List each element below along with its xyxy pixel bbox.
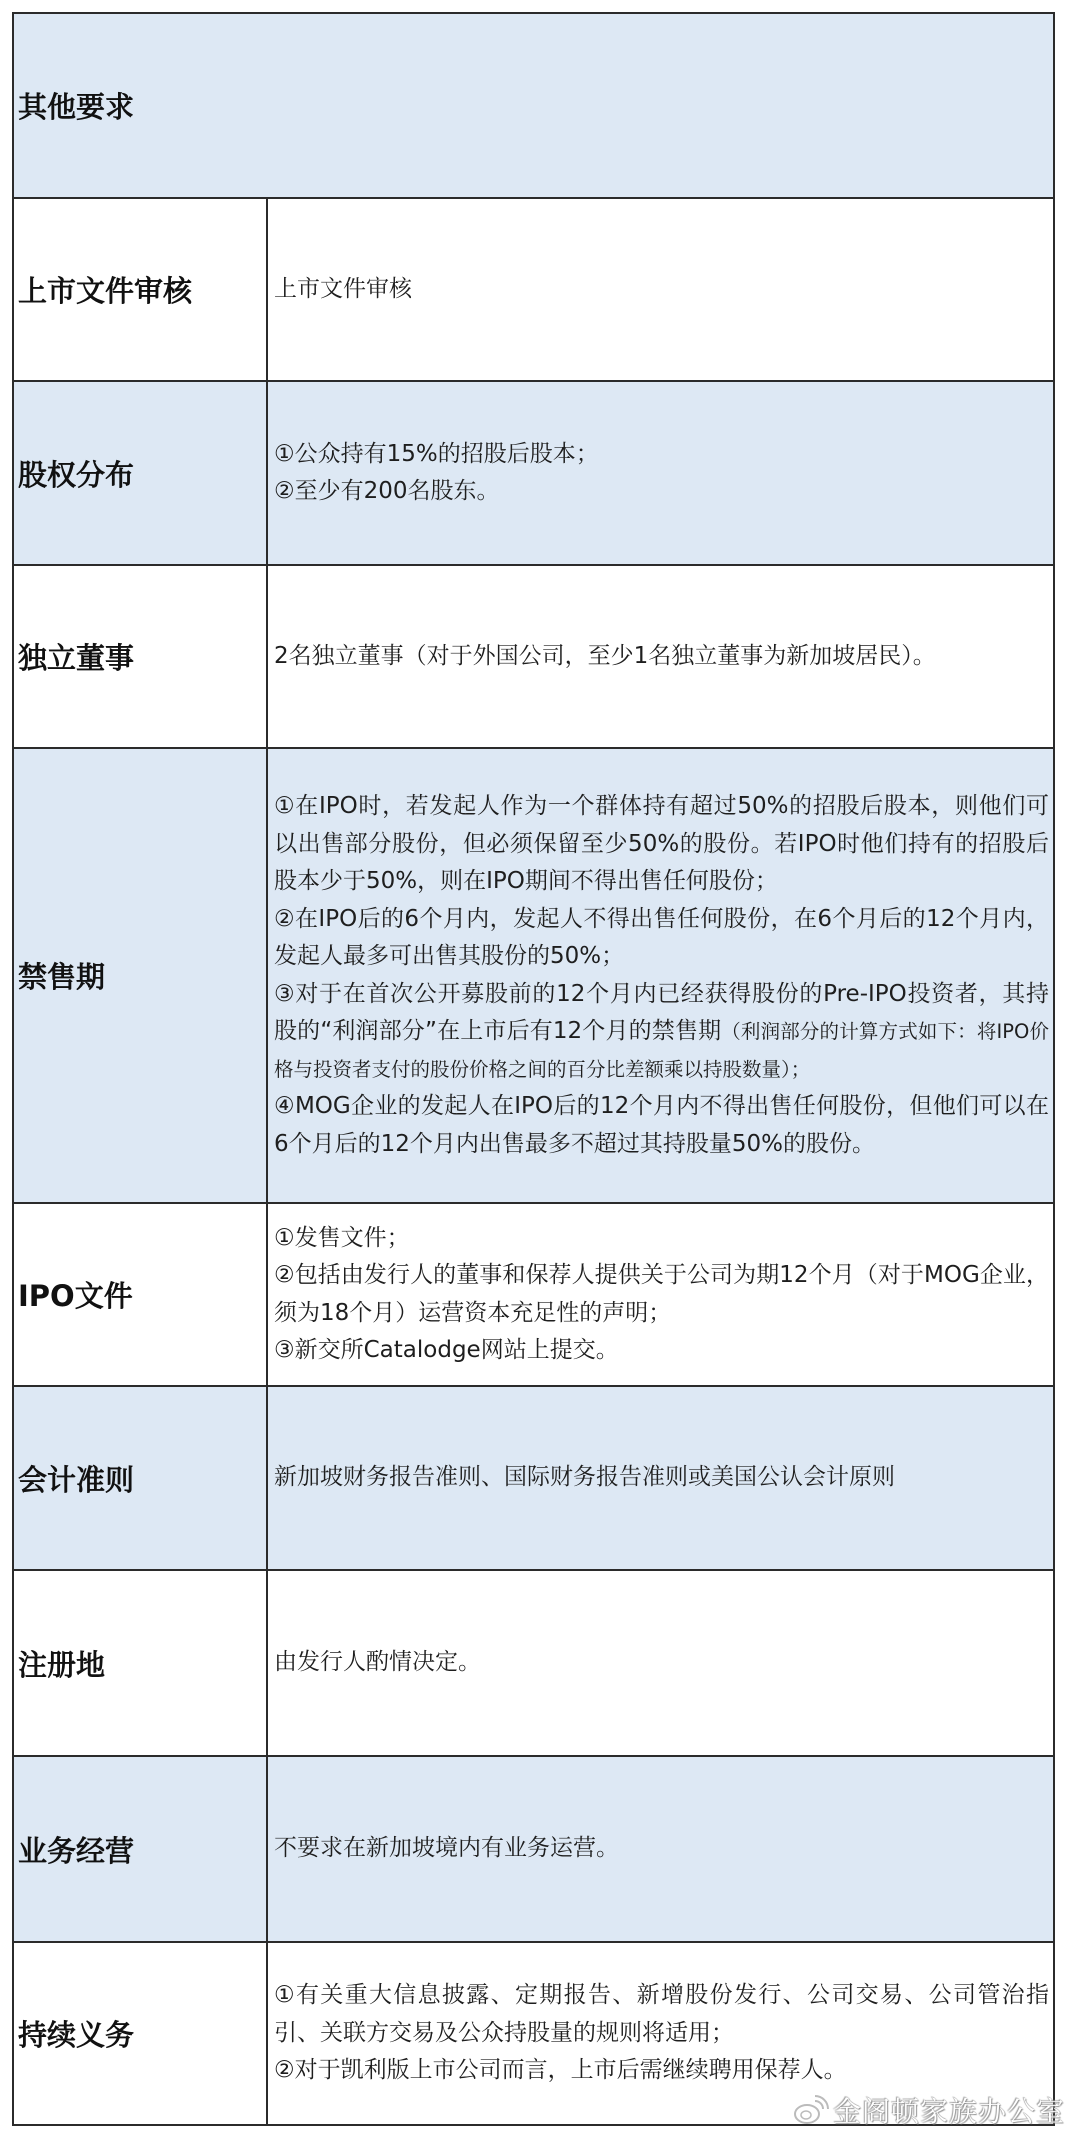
content-line: 上市文件审核 xyxy=(274,275,412,302)
content-line: 新加坡财务报告准则、国际财务报告准则或美国公认会计原则 xyxy=(274,1464,895,1491)
row-label: 业务经营 xyxy=(14,1757,268,1941)
content-line: 不要求在新加坡境内有业务运营。 xyxy=(274,1835,619,1862)
row-content xyxy=(268,382,1053,564)
content-item: ①在IPO时，若发起人作为一个群体持有超过50%的招股后股本，则他们可以出售部分股份，但必须保留至少50%的股份。若IPO时他们持有的招股后股本少于50%，则在IPO期间不得出售任何股份； xyxy=(274,793,1049,894)
row-label: 禁售期 xyxy=(14,749,268,1202)
row-label: IPO文件 xyxy=(14,1204,268,1385)
content-item: ④MOG企业的发起人在IPO后的12个月内不得出售任何股份，但他们可以在6个月后的12个月内出售最多不超过其持股量50%的股份。 xyxy=(274,1093,1049,1157)
table-header-title: 其他要求 xyxy=(18,90,135,124)
content-line: 2名独立董事（对于外国公司，至少1名独立董事为新加坡居民）。 xyxy=(274,642,936,669)
row-content xyxy=(268,1571,1053,1755)
weibo-icon xyxy=(793,2095,829,2125)
content-line: 由发行人酌情决定。 xyxy=(274,1649,481,1676)
row-label: 会计准则 xyxy=(14,1387,268,1569)
table-header-row xyxy=(14,14,1053,197)
item3-note: （利润部分的计算方式如下：将IPO价格与投资者支付的股份价格之间的百分比差额乘以持股数量）； xyxy=(274,1020,1049,1081)
table-row-lockup-period xyxy=(14,747,1053,1202)
row-content xyxy=(268,566,1053,747)
table-row-ipo-documents xyxy=(14,1202,1053,1385)
item3-main: ③对于在首次公开募股前的12个月内已经获得股份的Pre-IPO投资者，其持股的“利润部分”在上市后有12个月的禁售期 xyxy=(274,980,1049,1044)
content-line: ②包括由发行人的董事和保荐人提供关于公司为期12个月（对于MOG企业，须为18个月）运营资本充足性的声明； xyxy=(274,1262,1049,1326)
content-line: ①公众持有15%的招股后股本； xyxy=(274,440,599,467)
row-content xyxy=(268,1204,1053,1385)
requirements-table xyxy=(12,12,1055,2126)
watermark xyxy=(793,2090,1065,2130)
content-item xyxy=(274,976,1049,1089)
content-line: ②对于凯利版上市公司而言，上市后需继续聘用保荐人。 xyxy=(274,2057,847,2084)
content-line: ③新交所Catalodge网站上提交。 xyxy=(274,1337,619,1363)
content-line: ①有关重大信息披露、定期报告、新增股份发行、公司交易、公司管治指引、关联方交易及公众持股量的规则将适用； xyxy=(274,1982,1049,2046)
row-content xyxy=(268,749,1053,1202)
content-item: ②在IPO后的6个月内，发起人不得出售任何股份，在6个月后的12个月内，发起人最多可出售其股份的50%； xyxy=(274,905,1049,969)
row-label: 独立董事 xyxy=(14,566,268,747)
table-row-independent-directors xyxy=(14,564,1053,747)
row-content xyxy=(268,1387,1053,1569)
table-row-listing-document-review xyxy=(14,197,1053,380)
watermark-text: 金阁顿家族办公室 xyxy=(833,2095,1066,2128)
content-line: ②至少有200名股东。 xyxy=(274,478,500,504)
row-content xyxy=(268,1757,1053,1941)
row-label: 股权分布 xyxy=(14,382,268,564)
row-label: 上市文件审核 xyxy=(14,199,268,380)
table-row-accounting-standards xyxy=(14,1385,1053,1569)
row-label: 持续义务 xyxy=(14,1943,268,2124)
table-row-shareholding-distribution xyxy=(14,380,1053,564)
table-row-business-operations xyxy=(14,1755,1053,1941)
table-row-place-of-incorporation xyxy=(14,1569,1053,1755)
row-label: 注册地 xyxy=(14,1571,268,1755)
row-content xyxy=(268,199,1053,380)
content-line: ①发售文件； xyxy=(274,1224,410,1251)
